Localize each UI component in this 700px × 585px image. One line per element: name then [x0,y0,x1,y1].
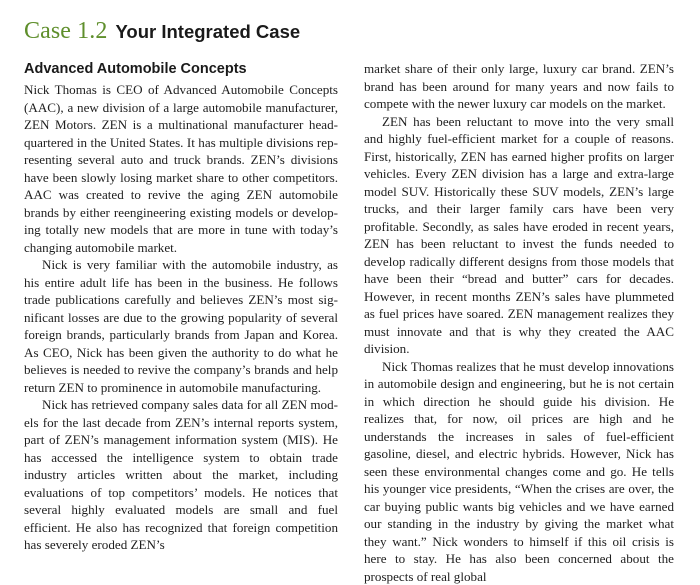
case-number-label: Case 1.2 [24,18,107,44]
paragraph-innovation-direction: Nick Thomas realizes that he must develop innovations in automobile design and engineering, but he is not certain in which direction he should guide his division. He realizes that, for now, oil prices are high and he understands the increases in sales of fuel-efficient gasoline, diesel, and electric hybrids. However, Nick has seen these environmental changes come and go. He tells his younger vice presidents, “When the crises are over, the car buying public wants big vehicles and we have earned our standing in the industry by giving the market what they want.” Nick wonders to himself if this oil crisis is here to stay. He has also been concerned about the prospects of real global [364,358,674,585]
case-header [24,14,300,51]
section-heading: Advanced Automobile Concepts [24,60,247,78]
case-title: Your Integrated Case [115,21,300,42]
left-text-column [24,81,338,554]
paragraph-sales-data: Nick has retrieved company sales data for all ZEN models for the last decade from ZEN’s internal reports system, part of ZEN’s management information system (MIS). He has accessed the intelligence system to obtain trade industry articles written about the market, including evaluations of top competitors’ models. He notices that several highly evaluated models are small and fuel efficient. He also has recognized that foreign competition has severely eroded ZEN’s [24,396,338,554]
paragraph-industry-background: Nick is very familiar with the automobile industry, as his entire adult life has been in the business. He follows trade publications carefully and believes ZEN’s most significant losses are due to the growing popularity of several foreign brands, particularly brands from Japan and Korea. As CEO, Nick has been given the authority to do what he believes is needed to revive the company’s brands and help return ZEN to prominence in automobile manufacturing. [24,256,338,396]
paragraph-intro: Nick Thomas is CEO of Advanced Automobile Concepts (AAC), a new division of a large automobile manufacturer, ZEN Motors. ZEN is a multinational manufacturer headquartered in the United States. It has multiple divisions representing several auto and truck brands. ZEN’s divisions have been slowly losing market share to other competitors. AAC was created to revive the aging ZEN automobile brands by either reengineering existing models or developing totally new models that are more in tune with today’s changing automobile market. [24,81,338,256]
paragraph-market-share-continued: market share of their only large, luxury car brand. ZEN’s brand has been around for many years and now fails to compete with the newer luxury car models on the market. [364,60,674,113]
right-text-column [364,60,674,585]
paragraph-fuel-efficient-market: ZEN has been reluctant to move into the very small and highly fuel-efficient market for a couple of reasons. First, historically, ZEN has earned higher profits on larger vehicles. Every ZEN division has a large and extra-large model SUV. Historically these SUV models, ZEN’s large trucks, and their larger family cars have been very profitable. Secondly, as sales have eroded in recent years, ZEN has been reluctant to invest the funds needed to develop radically different designs from those models that have been their “bread and butter” cars for decades. However, in recent months ZEN’s sales have plummeted as fuel prices have soared. ZEN management realizes they must innovate and that is why they created the AAC division. [364,113,674,358]
